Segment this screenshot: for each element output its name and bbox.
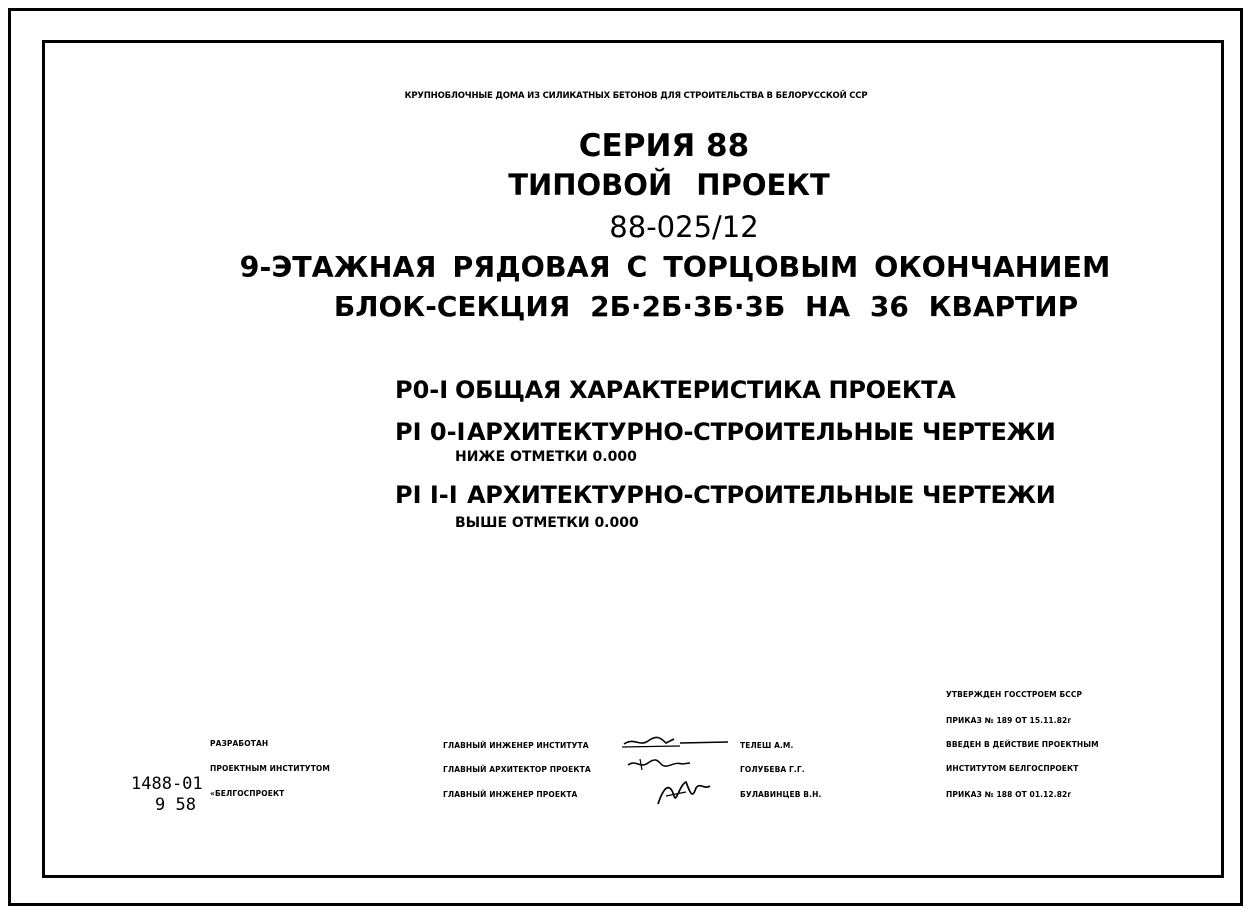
signatory-role-3: ГЛАВНЫЙ ИНЖЕНЕР ПРОЕКТА [443, 790, 578, 799]
archive-sheet: 9 58 [155, 795, 196, 815]
signatory-name-2: ГОЛУБЕВА Г.Г. [740, 765, 805, 774]
project-type: ТИПОВОЙ ПРОЕКТ [508, 168, 830, 202]
signature-2 [626, 757, 692, 773]
approval-line-1: УТВЕРЖДЕН ГОССТРОЕМ БССР [946, 690, 1083, 699]
section-sub-3: ВЫШЕ ОТМЕТКИ 0.000 [455, 515, 639, 531]
section-code-3: РI I-I [395, 481, 458, 509]
section-title-3: АРХИТЕКТУРНО-СТРОИТЕЛЬНЫЕ ЧЕРТЕЖИ [467, 481, 1056, 509]
approval-line-3: ВВЕДЕН В ДЕЙСТВИЕ ПРОЕКТНЫМ [946, 740, 1099, 749]
signature-3 [656, 778, 712, 808]
approval-line-4: ИНСТИТУТОМ БЕЛГОСПРОЕКТ [946, 764, 1079, 773]
series-subtitle: КРУПНОБЛОЧНЫЕ ДОМА ИЗ СИЛИКАТНЫХ БЕТОНОВ ДЛЯ СТРОИТЕЛЬСТВА В БЕЛОРУССКОЙ ССР [404, 91, 868, 101]
title-line-1: 9-ЭТАЖНАЯ РЯДОВАЯ С ТОРЦОВЫМ ОКОНЧАНИЕМ [239, 251, 1111, 284]
signatory-role-2: ГЛАВНЫЙ АРХИТЕКТОР ПРОЕКТА [443, 765, 591, 774]
signatory-name-1: ТЕЛЕШ А.М. [740, 741, 794, 750]
project-code: 88-025/12 [609, 210, 759, 244]
approval-line-2: ПРИКАЗ № 189 ОТ 15.11.82г [946, 716, 1072, 725]
archive-number: 1488-01 [131, 774, 203, 794]
section-code-1: Р0-I [395, 376, 449, 404]
developer-line-1: РАЗРАБОТАН [210, 739, 269, 748]
developer-line-3: «БЕЛГОСПРОЕКТ [210, 789, 285, 798]
series-title: СЕРИЯ 88 [578, 128, 750, 164]
signatory-name-3: БУЛАВИНЦЕВ В.Н. [740, 790, 822, 799]
developer-line-2: ПРОЕКТНЫМ ИНСТИТУТОМ [210, 764, 330, 773]
section-title-1: ОБЩАЯ ХАРАКТЕРИСТИКА ПРОЕКТА [455, 376, 956, 404]
section-title-2: АРХИТЕКТУРНО-СТРОИТЕЛЬНЫЕ ЧЕРТЕЖИ [467, 418, 1056, 446]
section-code-2: РI 0-I [395, 418, 466, 446]
signature-1 [620, 733, 732, 749]
approval-line-5: ПРИКАЗ № 188 ОТ 01.12.82г [946, 790, 1072, 799]
signatory-role-1: ГЛАВНЫЙ ИНЖЕНЕР ИНСТИТУТА [443, 741, 589, 750]
title-line-2: БЛОК-СЕКЦИЯ 2Б·2Б·3Б·3Б НА 36 КВАРТИР [333, 290, 1079, 323]
section-sub-2: НИЖЕ ОТМЕТКИ 0.000 [455, 449, 637, 465]
